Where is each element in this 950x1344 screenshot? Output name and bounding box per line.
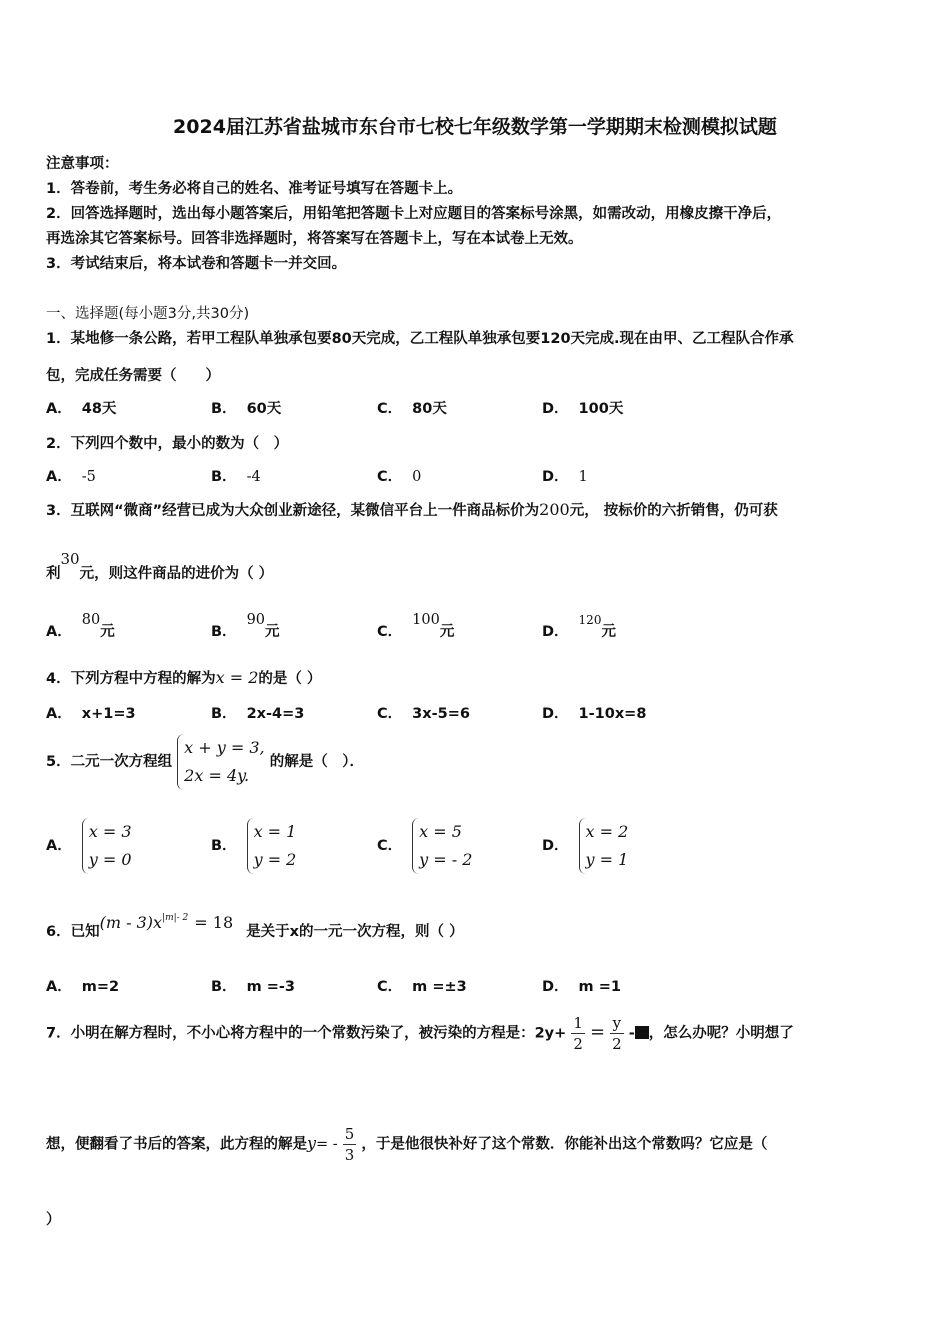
question-3-line2: 利30元，则这件商品的进价为（ ）	[46, 550, 274, 582]
q1-option-d[interactable]: D． 100天	[542, 401, 624, 417]
smudged-constant	[635, 1026, 649, 1039]
fraction: $\frac{1}{2}$	[573, 1014, 583, 1053]
notice-item: 2．回答选择题时，选出每小题答案后，用铅笔把答题卡上对应题目的答案标号涂黑，如需改动，用橡皮擦干净后，	[46, 206, 782, 222]
notice-item: 再选涂其它答案标号。回答非选择题时，将答案写在答题卡上，写在本试卷上无效。	[46, 231, 583, 247]
notice-item: 1．答卷前，考生务必将自己的姓名、准考证号填写在答题卡上。	[46, 181, 463, 197]
q5-option-c[interactable]: C． x = 5 y = - 2	[377, 818, 472, 874]
question-6: 6．已知$(m - 3)x^{|m|- 2} = 18$ 是关于x的一元一次方程，则（ ）	[46, 913, 464, 940]
notice-heading: 注意事项：	[46, 156, 119, 172]
q4-option-b[interactable]: B． 2x-4=3	[211, 706, 305, 722]
notice-item: 3．考试结束后，将本试卷和答题卡一并交回。	[46, 256, 347, 272]
q2-option-a[interactable]: A． -5	[46, 469, 96, 485]
q5-option-b[interactable]: B． x = 1 y = 2	[211, 818, 296, 874]
q6-option-b[interactable]: B． m =-3	[211, 979, 295, 995]
question-7-line3: ）	[46, 1212, 61, 1228]
fraction: $\frac{5}{3}$	[344, 1125, 355, 1164]
q3-option-a[interactable]: A．80元	[46, 612, 115, 640]
page-title: 2024届江苏省盐城市东台市七校七年级数学第一学期期末检测模拟试题	[173, 116, 777, 138]
q1-option-c[interactable]: C． 80天	[377, 401, 447, 417]
q3-option-d[interactable]: D．$^{120}$元	[542, 613, 616, 640]
q1-option-b[interactable]: B． 60天	[211, 401, 282, 417]
question-2: 2．下列四个数中，最小的数为（ ）	[46, 436, 289, 452]
fraction: $\frac{y}{2}$	[612, 1014, 622, 1053]
question-7-line1: 7．小明在解方程时，不小心将方程中的一个常数污染了，被污染的方程是：2y+ $\frac{1}{2}$ = $\frac{y}{2}$ - ，怎么办呢？小明想了	[46, 1014, 794, 1053]
q4-option-d[interactable]: D． 1-10x=8	[542, 706, 647, 722]
section-heading: 一、选择题(每小题3分,共30分)	[46, 306, 250, 322]
question-7-line2: 想，便翻看了书后的答案，此方程的解是y= - $\frac{5}{3}$ ，于是他很快补好了这个常数．你能补出这个常数吗？它应是（	[46, 1125, 768, 1164]
question-4: 4．下列方程中方程的解为x = 2的是（ ）	[46, 668, 322, 687]
q5-option-d[interactable]: D． x = 2 y = 1	[542, 818, 628, 874]
q6-option-a[interactable]: A． m=2	[46, 979, 120, 995]
q2-option-d[interactable]: D． 1	[542, 469, 588, 485]
q4-option-c[interactable]: C． 3x-5=6	[377, 706, 470, 722]
q2-option-c[interactable]: C． 0	[377, 469, 422, 485]
q6-option-d[interactable]: D． m =1	[542, 979, 621, 995]
q3-option-b[interactable]: B．90元	[211, 612, 280, 640]
q2-option-b[interactable]: B． -4	[211, 469, 261, 485]
q6-option-c[interactable]: C． m =±3	[377, 979, 467, 995]
q1-option-a[interactable]: A． 48天	[46, 401, 117, 417]
equation-system: x + y = 3, 2x = 4y.	[177, 734, 264, 790]
q4-option-a[interactable]: A． x+1=3	[46, 706, 136, 722]
question-1-line2: 包，完成任务需要（ ）	[46, 368, 220, 384]
q3-option-c[interactable]: C．100元	[377, 612, 455, 640]
question-3-line1: 3．互联网“微商”经营已成为大众创业新途径，某微信平台上一件商品标价为200元， 按标价的六折销售，仍可获	[46, 500, 778, 519]
question-5: 5．二元一次方程组 x + y = 3, 2x = 4y. 的解是（ ）．	[46, 734, 364, 790]
question-1-line1: 1．某地修一条公路，若甲工程队单独承包要80天完成，乙工程队单独承包要120天完成.现在由甲、乙工程队合作承	[46, 331, 794, 347]
q5-option-a[interactable]: A． x = 3 y = 0	[46, 818, 132, 874]
